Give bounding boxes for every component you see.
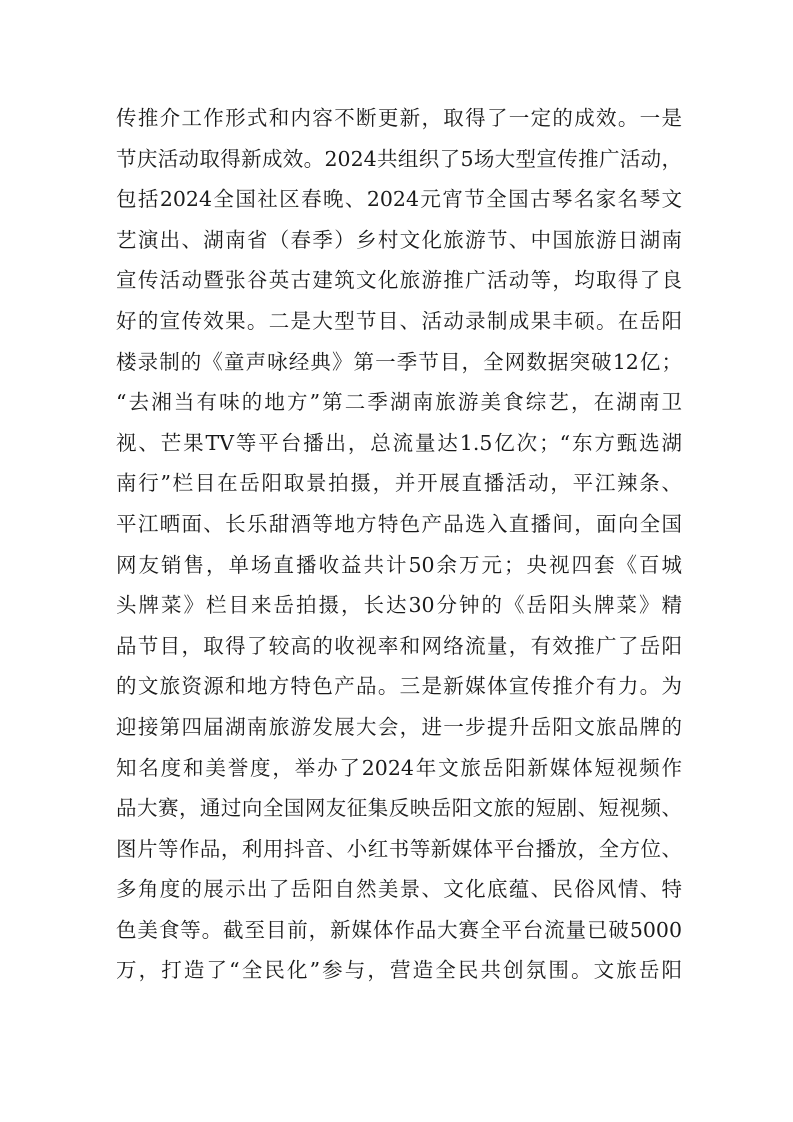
text-line-21: 色美食等。截至目前，新媒体作品大赛全平台流量已破5000 [116, 917, 682, 942]
text-line-6: 好的宣传效果。二是大型节目、活动录制成果丰硕。在岳阳 [116, 308, 682, 333]
text-line-15: 的文旅资源和地方特色产品。三是新媒体宣传推介有力。为 [116, 674, 682, 699]
body-text [116, 98, 682, 991]
text-line-9: 视、芒果TV等平台播出，总流量达1.5亿次；“东方甄选湖 [116, 430, 682, 455]
text-line-3: 包括2024全国社区春晚、2024元宵节全国古琴名家名琴文 [116, 187, 682, 212]
text-line-10: 南行”栏目在岳阳取景拍摄，并开展直播活动，平江辣条、 [116, 471, 682, 496]
text-line-1: 传推介工作形式和内容不断更新，取得了一定的成效。一是 [116, 106, 682, 130]
text-line-19: 图片等作品，利用抖音、小红书等新媒体平台播放，全方位、 [116, 836, 682, 861]
text-line-22: 万，打造了“全民化”参与，营造全民共创氛围。文旅岳阳 [116, 958, 682, 983]
text-line-14: 品节目，取得了较高的收视率和网络流量，有效推广了岳阳 [116, 633, 682, 658]
text-line-4: 艺演出、湖南省（春季）乡村文化旅游节、中国旅游日湖南 [116, 227, 682, 252]
text-line-20: 多角度的展示出了岳阳自然美景、文化底蕴、民俗风情、特 [116, 877, 682, 902]
text-line-18: 品大赛，通过向全国网友征集反映岳阳文旅的短剧、短视频、 [116, 796, 682, 821]
text-line-12: 网友销售，单场直播收益共计50余万元；央视四套《百城 [116, 552, 682, 577]
text-line-7: 楼录制的《童声咏经典》第一季节目，全网数据突破12亿； [116, 349, 682, 374]
text-line-11: 平江晒面、长乐甜酒等地方特色产品选入直播间，面向全国 [116, 511, 682, 536]
text-line-16: 迎接第四届湖南旅游发展大会，进一步提升岳阳文旅品牌的 [116, 714, 682, 739]
text-line-17: 知名度和美誉度，举办了2024年文旅岳阳新媒体短视频作 [116, 755, 682, 780]
text-line-2: 节庆活动取得新成效。2024共组织了5场大型宣传推广活动， [116, 146, 682, 171]
text-line-13: 头牌菜》栏目来岳拍摄，长达30分钟的《岳阳头牌菜》精 [116, 593, 682, 618]
text-line-5: 宣传活动暨张谷英古建筑文化旅游推广活动等，均取得了良 [116, 268, 682, 293]
text-line-8: “去湘当有味的地方”第二季湖南旅游美食综艺，在湖南卫 [116, 390, 682, 415]
